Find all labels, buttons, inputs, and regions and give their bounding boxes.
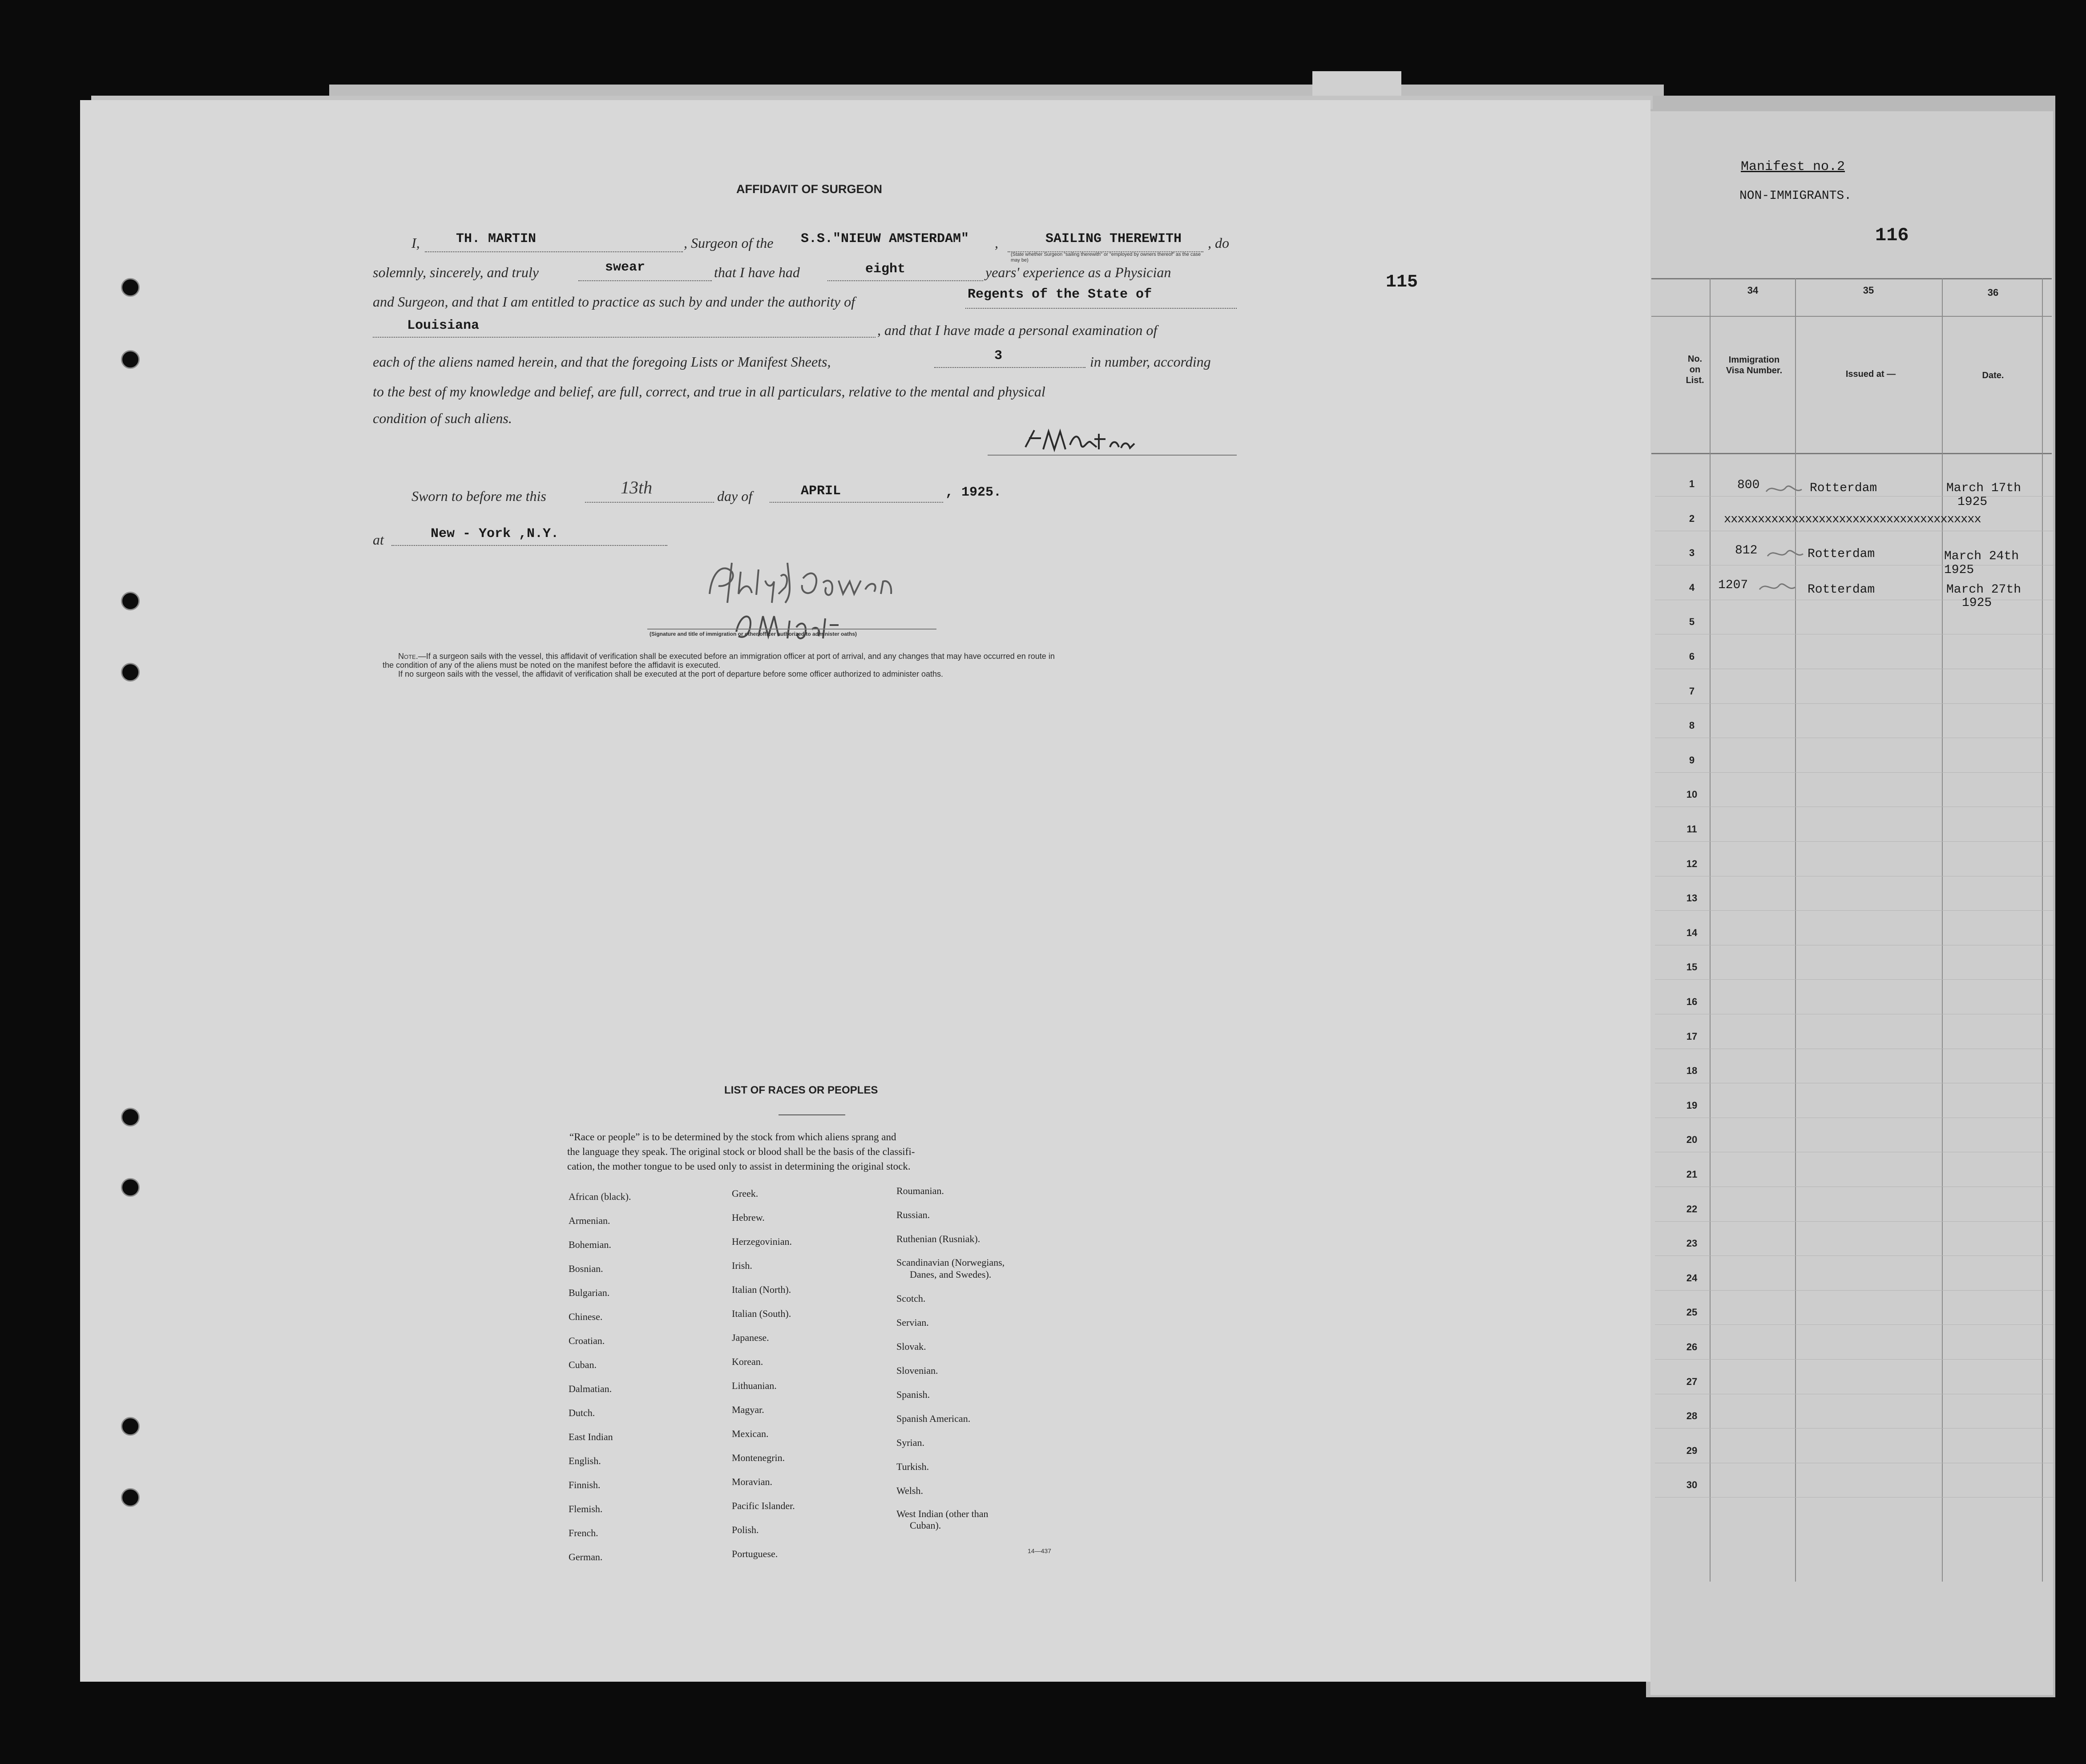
- row-number: 28: [1686, 1410, 1698, 1422]
- row-number: 26: [1686, 1341, 1698, 1352]
- row-number: 10: [1686, 789, 1698, 800]
- race-item: Mexican.: [732, 1428, 769, 1439]
- race-item: Syrian.: [896, 1437, 924, 1448]
- race-item: Servian.: [896, 1317, 929, 1328]
- row-number: 29: [1686, 1445, 1698, 1456]
- race-item: Scotch.: [896, 1293, 926, 1304]
- row-rule: [1655, 772, 2055, 773]
- race-item: Lithuanian.: [732, 1380, 777, 1391]
- visa-date: March 17th: [1946, 481, 2021, 495]
- races-title: LIST OF RACES OR PEOPLES: [724, 1084, 878, 1096]
- row-number: 5: [1689, 616, 1695, 628]
- oath-type: swear: [605, 260, 646, 275]
- race-item: Dutch.: [569, 1407, 595, 1418]
- row-rule: [1655, 910, 2055, 911]
- affidavit-text: that I have had: [714, 264, 800, 280]
- row-number: 24: [1686, 1272, 1698, 1284]
- manifest-sheets-count: 3: [994, 348, 1003, 363]
- race-item: English.: [569, 1455, 601, 1466]
- status-note: (State whether Surgeon "sailing therewith" or "employed by owners thereof" as the case may be): [1011, 252, 1201, 263]
- affidavit-text: in number, according: [1090, 354, 1211, 370]
- affidavit-text: I,: [412, 235, 420, 251]
- race-item: Irish.: [732, 1260, 752, 1271]
- row-number: 3: [1689, 547, 1695, 559]
- sworn-text: day of: [717, 488, 753, 504]
- officer-signature-caption: (Signature and title of immigration or other officer authorized to administer oaths): [650, 631, 857, 637]
- race-item: Magyar.: [732, 1404, 764, 1415]
- race-item: Montenegrin.: [732, 1452, 785, 1463]
- race-item: Ruthenian (Rusniak).: [896, 1233, 980, 1244]
- races-intro-2: the language they speak. The original stock or blood shall be the basis of the classifi-: [567, 1146, 915, 1157]
- row-number: 16: [1686, 996, 1698, 1007]
- row-number: 6: [1689, 651, 1695, 662]
- years-experience: eight: [865, 262, 906, 277]
- header-no-on-list: No. on List.: [1686, 354, 1704, 385]
- race-item: Korean.: [732, 1356, 763, 1367]
- field-line: [391, 545, 667, 546]
- row-rule: [1655, 1324, 2055, 1325]
- race-item: Cuban.: [569, 1359, 597, 1370]
- affidavit-text: each of the aliens named herein, and that the foregoing Lists or Manifest Sheets,: [373, 354, 831, 370]
- form-number: 14—437: [1028, 1547, 1051, 1554]
- row-rule: [1655, 1497, 2055, 1498]
- row-number: 20: [1686, 1134, 1698, 1146]
- race-item: Slovak.: [896, 1341, 926, 1352]
- header-visa-number: Immigration Visa Number.: [1726, 355, 1783, 375]
- handwritten-mark: [1757, 578, 1797, 596]
- field-line: [585, 502, 714, 503]
- visa-number: 812: [1735, 544, 1758, 557]
- note-label: Note.: [398, 652, 418, 661]
- race-item: Welsh.: [896, 1485, 923, 1496]
- affidavit-text: years' experience as a Physician: [985, 264, 1171, 280]
- race-item: Polish.: [732, 1524, 759, 1535]
- affidavit-text: solemnly, sincerely, and truly: [373, 264, 539, 280]
- sworn-year: , 1925.: [945, 485, 1002, 500]
- licensing-authority: Regents of the State of: [968, 287, 1152, 302]
- row-number: 7: [1689, 685, 1695, 697]
- crossed-out-row: xxxxxxxxxxxxxxxxxxxxxxxxxxxxxxxxxxxxxx: [1724, 513, 1981, 526]
- race-item: Bulgarian.: [569, 1287, 610, 1298]
- punch-hole: [121, 1417, 140, 1436]
- row-rule: [1655, 841, 2055, 842]
- race-item: Russian.: [896, 1209, 930, 1220]
- handwritten-mark: [1764, 480, 1804, 498]
- row-number: 19: [1686, 1099, 1698, 1111]
- race-item: Armenian.: [569, 1215, 610, 1226]
- note-line-3: If no surgeon sails with the vessel, the affidavit of verification shall be executed at the port of departure before some officer authorized to administer oaths.: [398, 670, 944, 678]
- race-item: French.: [569, 1527, 598, 1538]
- officer-signature-line: [647, 629, 936, 630]
- row-number: 9: [1689, 754, 1695, 766]
- race-item: Hebrew.: [732, 1212, 765, 1223]
- affidavit-text: to the best of my knowledge and belief, are full, correct, and true in all particulars, relative to the mental and physical: [373, 383, 1045, 400]
- surgeon-status: SAILING THEREWITH: [1045, 231, 1182, 246]
- row-rule: [1655, 1290, 2055, 1291]
- race-item: African (black).: [569, 1191, 631, 1202]
- issued-at: Rotterdam: [1808, 583, 1875, 597]
- manifest-page: [1650, 111, 2053, 1695]
- field-line: [934, 367, 1085, 368]
- page-number-left: 115: [1386, 272, 1418, 292]
- row-rule: [1655, 1428, 2055, 1429]
- note-line-2: the condition of any of the aliens must be noted on the manifest before the affidavit is executed.: [383, 661, 721, 670]
- row-number: 12: [1686, 858, 1698, 869]
- race-item: Scandinavian (Norwegians,: [896, 1257, 1005, 1268]
- manifest-label: Manifest no.2: [1741, 159, 1845, 174]
- row-number: 1: [1689, 478, 1695, 489]
- row-rule: [1655, 1221, 2055, 1222]
- row-number: 15: [1686, 961, 1698, 973]
- race-item: Italian (North).: [732, 1284, 791, 1295]
- race-item: Greek.: [732, 1188, 759, 1199]
- table-column-divider: [2042, 278, 2043, 1582]
- field-line: [770, 502, 943, 503]
- race-item: Turkish.: [896, 1461, 929, 1472]
- race-item: Portuguese.: [732, 1548, 778, 1559]
- race-item: Spanish.: [896, 1389, 930, 1400]
- field-line: [827, 280, 983, 281]
- race-item: Finnish.: [569, 1479, 601, 1490]
- sworn-text: at: [373, 532, 384, 548]
- manifest-category: NON-IMMIGRANTS.: [1739, 189, 1852, 203]
- race-item: Japanese.: [732, 1332, 769, 1343]
- table-column-divider: [1710, 278, 1711, 1582]
- race-item: Italian (South).: [732, 1308, 791, 1319]
- race-item: Pacific Islander.: [732, 1500, 795, 1511]
- row-number: 18: [1686, 1065, 1698, 1077]
- visa-number: 800: [1737, 478, 1760, 492]
- punch-hole: [121, 350, 140, 369]
- sworn-text: Sworn to before me this: [412, 488, 546, 504]
- punch-hole: [121, 592, 140, 610]
- race-item: Bohemian.: [569, 1239, 611, 1250]
- header-date: Date.: [1982, 371, 2004, 380]
- punch-hole: [121, 1108, 140, 1126]
- issued-at: Rotterdam: [1808, 547, 1875, 561]
- col-number: 36: [1987, 287, 1999, 298]
- row-rule: [1655, 1359, 2055, 1360]
- race-item: Herzegovinian.: [732, 1236, 792, 1247]
- races-intro-1: “Race or people” is to be determined by the stock from which aliens sprang and: [569, 1131, 896, 1142]
- signature-line: [988, 455, 1237, 456]
- row-number: 8: [1689, 720, 1695, 731]
- race-item: Roumanian.: [896, 1185, 944, 1196]
- race-item: Cuban).: [910, 1520, 941, 1531]
- col-number: 35: [1863, 285, 1874, 296]
- race-item: Spanish American.: [896, 1413, 971, 1424]
- surgeon-name: TH. MARTIN: [456, 231, 537, 246]
- field-line: [578, 280, 712, 281]
- punch-hole: [121, 1178, 140, 1197]
- races-title-rule: [779, 1114, 845, 1115]
- field-line: [965, 308, 1237, 309]
- race-item: Flemish.: [569, 1503, 603, 1514]
- race-item: Danes, and Swedes).: [910, 1269, 992, 1280]
- race-item: Slovenian.: [896, 1365, 938, 1376]
- manifest-page-number: 116: [1875, 225, 1909, 246]
- race-item: East Indian: [569, 1431, 613, 1442]
- table-rule: [1651, 316, 2052, 317]
- row-number: 4: [1689, 581, 1695, 593]
- table-column-divider: [1795, 278, 1796, 1582]
- sworn-day: 13th: [621, 477, 653, 497]
- row-number: 17: [1686, 1030, 1698, 1042]
- sworn-month: APRIL: [801, 484, 841, 499]
- punch-hole: [121, 1488, 140, 1507]
- affidavit-text: , and that I have made a personal examination of: [877, 322, 1158, 338]
- row-rule: [1655, 496, 2055, 497]
- issued-at: Rotterdam: [1810, 481, 1877, 495]
- affidavit-text: , do: [1208, 235, 1229, 251]
- row-number: 11: [1687, 823, 1697, 835]
- note-text: [398, 652, 1055, 661]
- affidavit-text: , Surgeon of the: [684, 235, 774, 251]
- affidavit-text: ,: [995, 235, 998, 251]
- row-number: 27: [1686, 1376, 1698, 1387]
- sworn-place: New - York ,N.Y.: [431, 526, 559, 541]
- row-number: 2: [1689, 513, 1695, 524]
- row-number: 22: [1686, 1203, 1698, 1215]
- row-rule: [1655, 1255, 2055, 1256]
- row-number: 21: [1686, 1169, 1698, 1180]
- affidavit-text: condition of such aliens.: [373, 410, 512, 426]
- ship-name: S.S."NIEUW AMSTERDAM": [801, 231, 969, 246]
- row-rule: [1655, 979, 2055, 980]
- licensing-authority-cont: Louisiana: [407, 318, 480, 333]
- visa-date-year: 1925: [1944, 563, 1974, 577]
- race-item: West Indian (other than: [896, 1508, 989, 1519]
- race-item: Dalmatian.: [569, 1383, 612, 1394]
- row-number: 14: [1686, 927, 1698, 938]
- field-line: [425, 251, 683, 252]
- table-rule: [1651, 453, 2052, 454]
- note-line-1: —If a surgeon sails with the vessel, this affidavit of verification shall be executed before an immigration officer at port of arrival, and any changes that may have occurred en route in: [418, 652, 1055, 661]
- race-item: German.: [569, 1551, 603, 1562]
- row-number: 23: [1686, 1238, 1698, 1249]
- row-rule: [1655, 703, 2055, 704]
- visa-date-year: 1925: [1957, 495, 1988, 509]
- affidavit-text: and Surgeon, and that I am entitled to practice as such by and under the authority of: [373, 294, 855, 310]
- field-line: [373, 337, 876, 338]
- punch-hole: [121, 663, 140, 682]
- race-item: Moravian.: [732, 1476, 773, 1487]
- punch-hole: [121, 278, 140, 297]
- visa-date: March 27th: [1946, 583, 2021, 597]
- row-number: 30: [1686, 1479, 1698, 1491]
- race-item: Chinese.: [569, 1311, 603, 1322]
- race-item: Bosnian.: [569, 1263, 603, 1274]
- table-column-divider: [1942, 278, 1943, 1582]
- handwritten-mark: [1765, 545, 1805, 563]
- races-intro-3: cation, the mother tongue to be used only to assist in determining the original stock.: [567, 1161, 911, 1172]
- visa-number: 1207: [1718, 578, 1748, 592]
- visa-date: March 24th: [1944, 549, 2019, 563]
- affidavit-title: AFFIDAVIT OF SURGEON: [736, 182, 882, 196]
- visa-date-year: 1925: [1962, 596, 1992, 610]
- race-item: Croatian.: [569, 1335, 605, 1346]
- table-rule: [1651, 278, 2052, 279]
- header-issued-at: Issued at —: [1845, 369, 1896, 379]
- col-number: 34: [1747, 285, 1759, 296]
- row-number: 25: [1686, 1307, 1698, 1318]
- row-number: 13: [1686, 892, 1698, 904]
